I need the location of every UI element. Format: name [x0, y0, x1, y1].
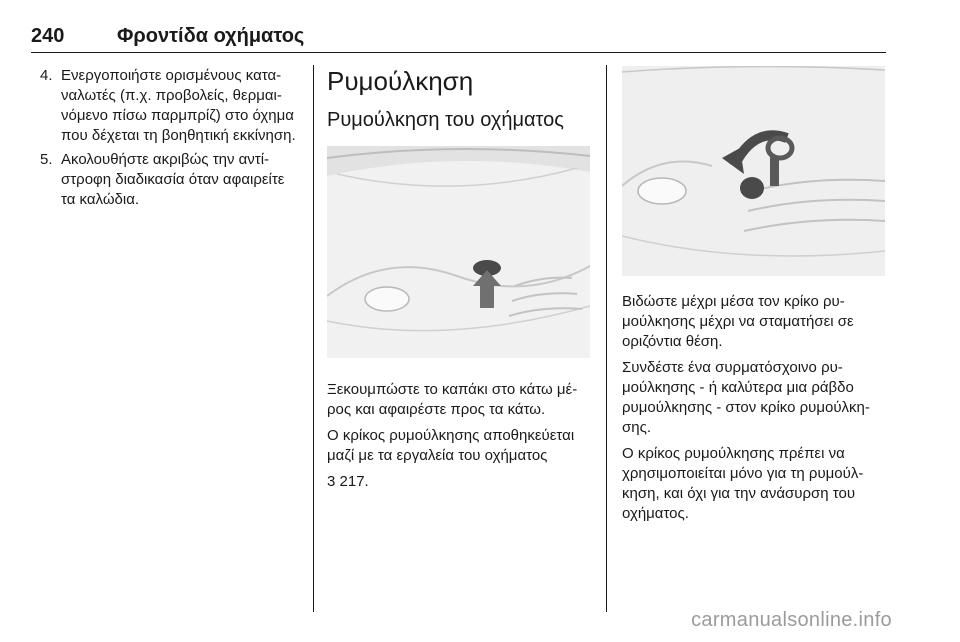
instruction-paragraph: Ο κρίκος ρυμούλκησης αποθηκεύεται μαζί με τα εργαλεία του οχήματος	[327, 427, 575, 464]
subsection-title: Ρυμούλκηση του οχήματος	[327, 109, 564, 131]
instruction-paragraph: Ξεκουμπώστε το καπάκι στο κάτω μέ-ρος και αφαιρέστε προς τα κάτω.	[327, 381, 578, 418]
watermark: carmanualsonline.info	[691, 609, 892, 631]
step-number: 5.	[40, 151, 53, 168]
step-list	[40, 66, 302, 210]
column-right	[622, 66, 890, 530]
page-reference: 3 217.	[327, 473, 369, 490]
column-middle	[327, 66, 595, 498]
chapter-title: Φροντίδα οχήματος	[117, 25, 305, 47]
page-header	[31, 14, 886, 53]
instruction-paragraph: Ο κρίκος ρυμούλκησης πρέπει να χρησιμοποιείται μόνο για τη ρυμούλ-κηση, και όχι για την ανάσυρση του οχήματος.	[622, 445, 864, 522]
tow-eye-illustration	[622, 66, 885, 276]
step-number: 4.	[40, 67, 53, 84]
page-number: 240	[31, 25, 65, 47]
instruction-paragraph: Συνδέστε ένα συρματόσχοινο ρυ-μούλκησης - ή καλύτερα μια ράβδο ρυμούλκησης - στον κρίκο ρυμούλκη-σης.	[622, 359, 870, 436]
step-text: Ενεργοποιήστε ορισμένους κατα-ναλωτές (π.χ. προβολείς, θερμαι-νόμενο πίσω παρμπρίζ) στο όχημα που δέχεται τη βοηθητική εκκίνηση.	[61, 67, 296, 144]
step-text: Ακολουθήστε ακριβώς την αντί-στροφη διαδικασία όταν αφαιρείτε τα καλώδια.	[61, 151, 285, 208]
step-item	[40, 66, 302, 146]
column-divider	[606, 65, 607, 612]
section-title: Ρυμούλκηση	[327, 66, 474, 96]
instruction-paragraph: Βιδώστε μέχρι μέσα τον κρίκο ρυ-μούλκησης μέχρι να σταματήσει σε οριζόντια θέση.	[622, 293, 854, 350]
step-item	[40, 150, 302, 210]
column-divider	[313, 65, 314, 612]
column-left	[40, 66, 302, 214]
towing-cover-illustration	[327, 146, 590, 358]
